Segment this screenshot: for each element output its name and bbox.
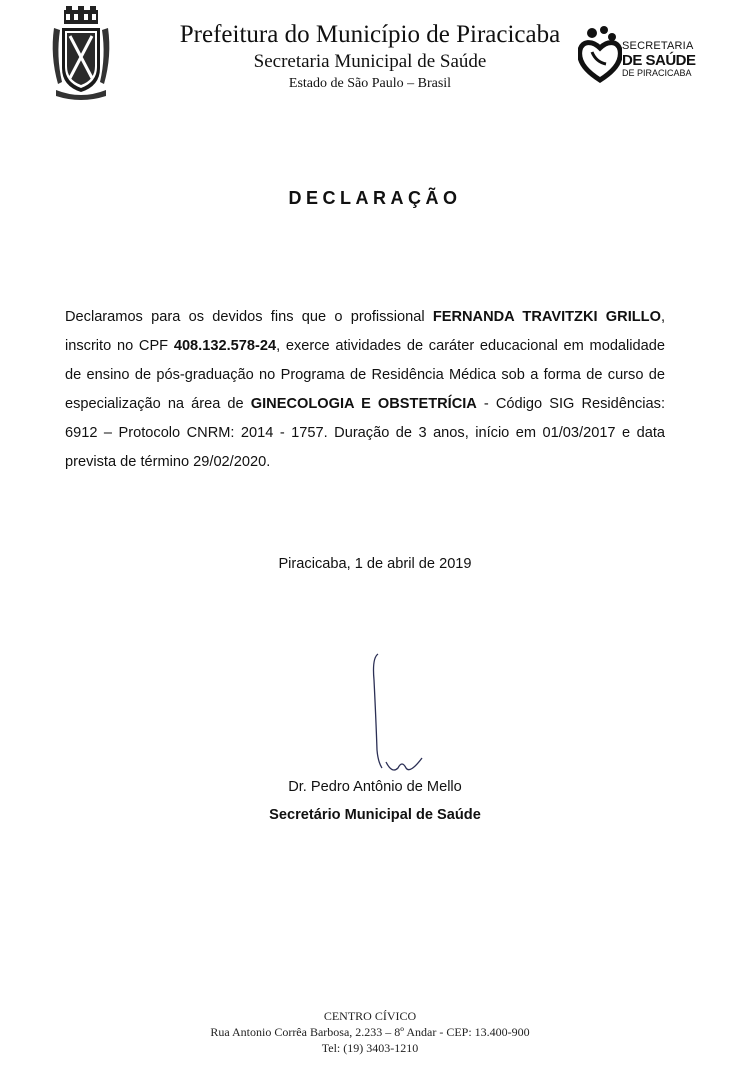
handwritten-signature (362, 650, 442, 780)
header-text-block (160, 20, 580, 94)
heart-figures-logo-icon (578, 26, 622, 84)
footer-address (190, 1008, 550, 1056)
signer-name: Dr. Pedro Antônio de Mello (288, 779, 462, 795)
institution-state: Estado de São Paulo – Brasil (288, 76, 452, 91)
cpf-number: 408.132.578-24 (173, 338, 277, 354)
health-secretariat-logo (578, 26, 708, 88)
footer-line-3: Tel: (19) 3403-1210 (321, 1041, 419, 1055)
signer-role: Secretário Municipal de Saúde (269, 807, 481, 823)
logo-line-3: DE PIRACICABA (622, 68, 692, 78)
footer-line-1: CENTRO CÍVICO (323, 1009, 417, 1023)
institution-title: Prefeitura do Município de Piracicaba (179, 21, 561, 48)
paragraph-text-4: - Código SIG Residências: 6912 – Protocolo CNRM: 2014 - 1757. Duração de 3 anos, início em 01/03/2017 e data prevista de término 29/02/2020. (65, 396, 665, 470)
declaration-paragraph (65, 303, 665, 477)
footer-line-2: Rua Antonio Corrêa Barbosa, 2.233 – 8º Andar - CEP: 13.400-900 (210, 1025, 530, 1039)
professional-name: FERNANDA TRAVITZKI GRILLO (432, 309, 661, 325)
logo-line-1: SECRETARIA (622, 40, 694, 52)
document-title: DECLARAÇÃO (288, 188, 462, 208)
paragraph-text-1: Declaramos para os devidos fins que o profissional (65, 309, 433, 325)
municipal-coat-of-arms-icon (50, 6, 112, 104)
paragraph-text-3: , exerce atividades de caráter educacional em modalidade de ensino de pós-graduação no Programa de Residência Médica sob a forma de curso de especialização na área de (65, 338, 665, 412)
place-and-date: Piracicaba, 1 de abril de 2019 (278, 556, 472, 572)
institution-subtitle: Secretaria Municipal de Saúde (253, 51, 487, 72)
logo-wordmark (622, 41, 696, 78)
specialty-area: GINECOLOGIA E OBSTETRÍCIA (250, 396, 477, 412)
logo-line-2: DE SAÚDE (622, 52, 696, 69)
paragraph-text-2: , inscrito no CPF (65, 309, 665, 354)
